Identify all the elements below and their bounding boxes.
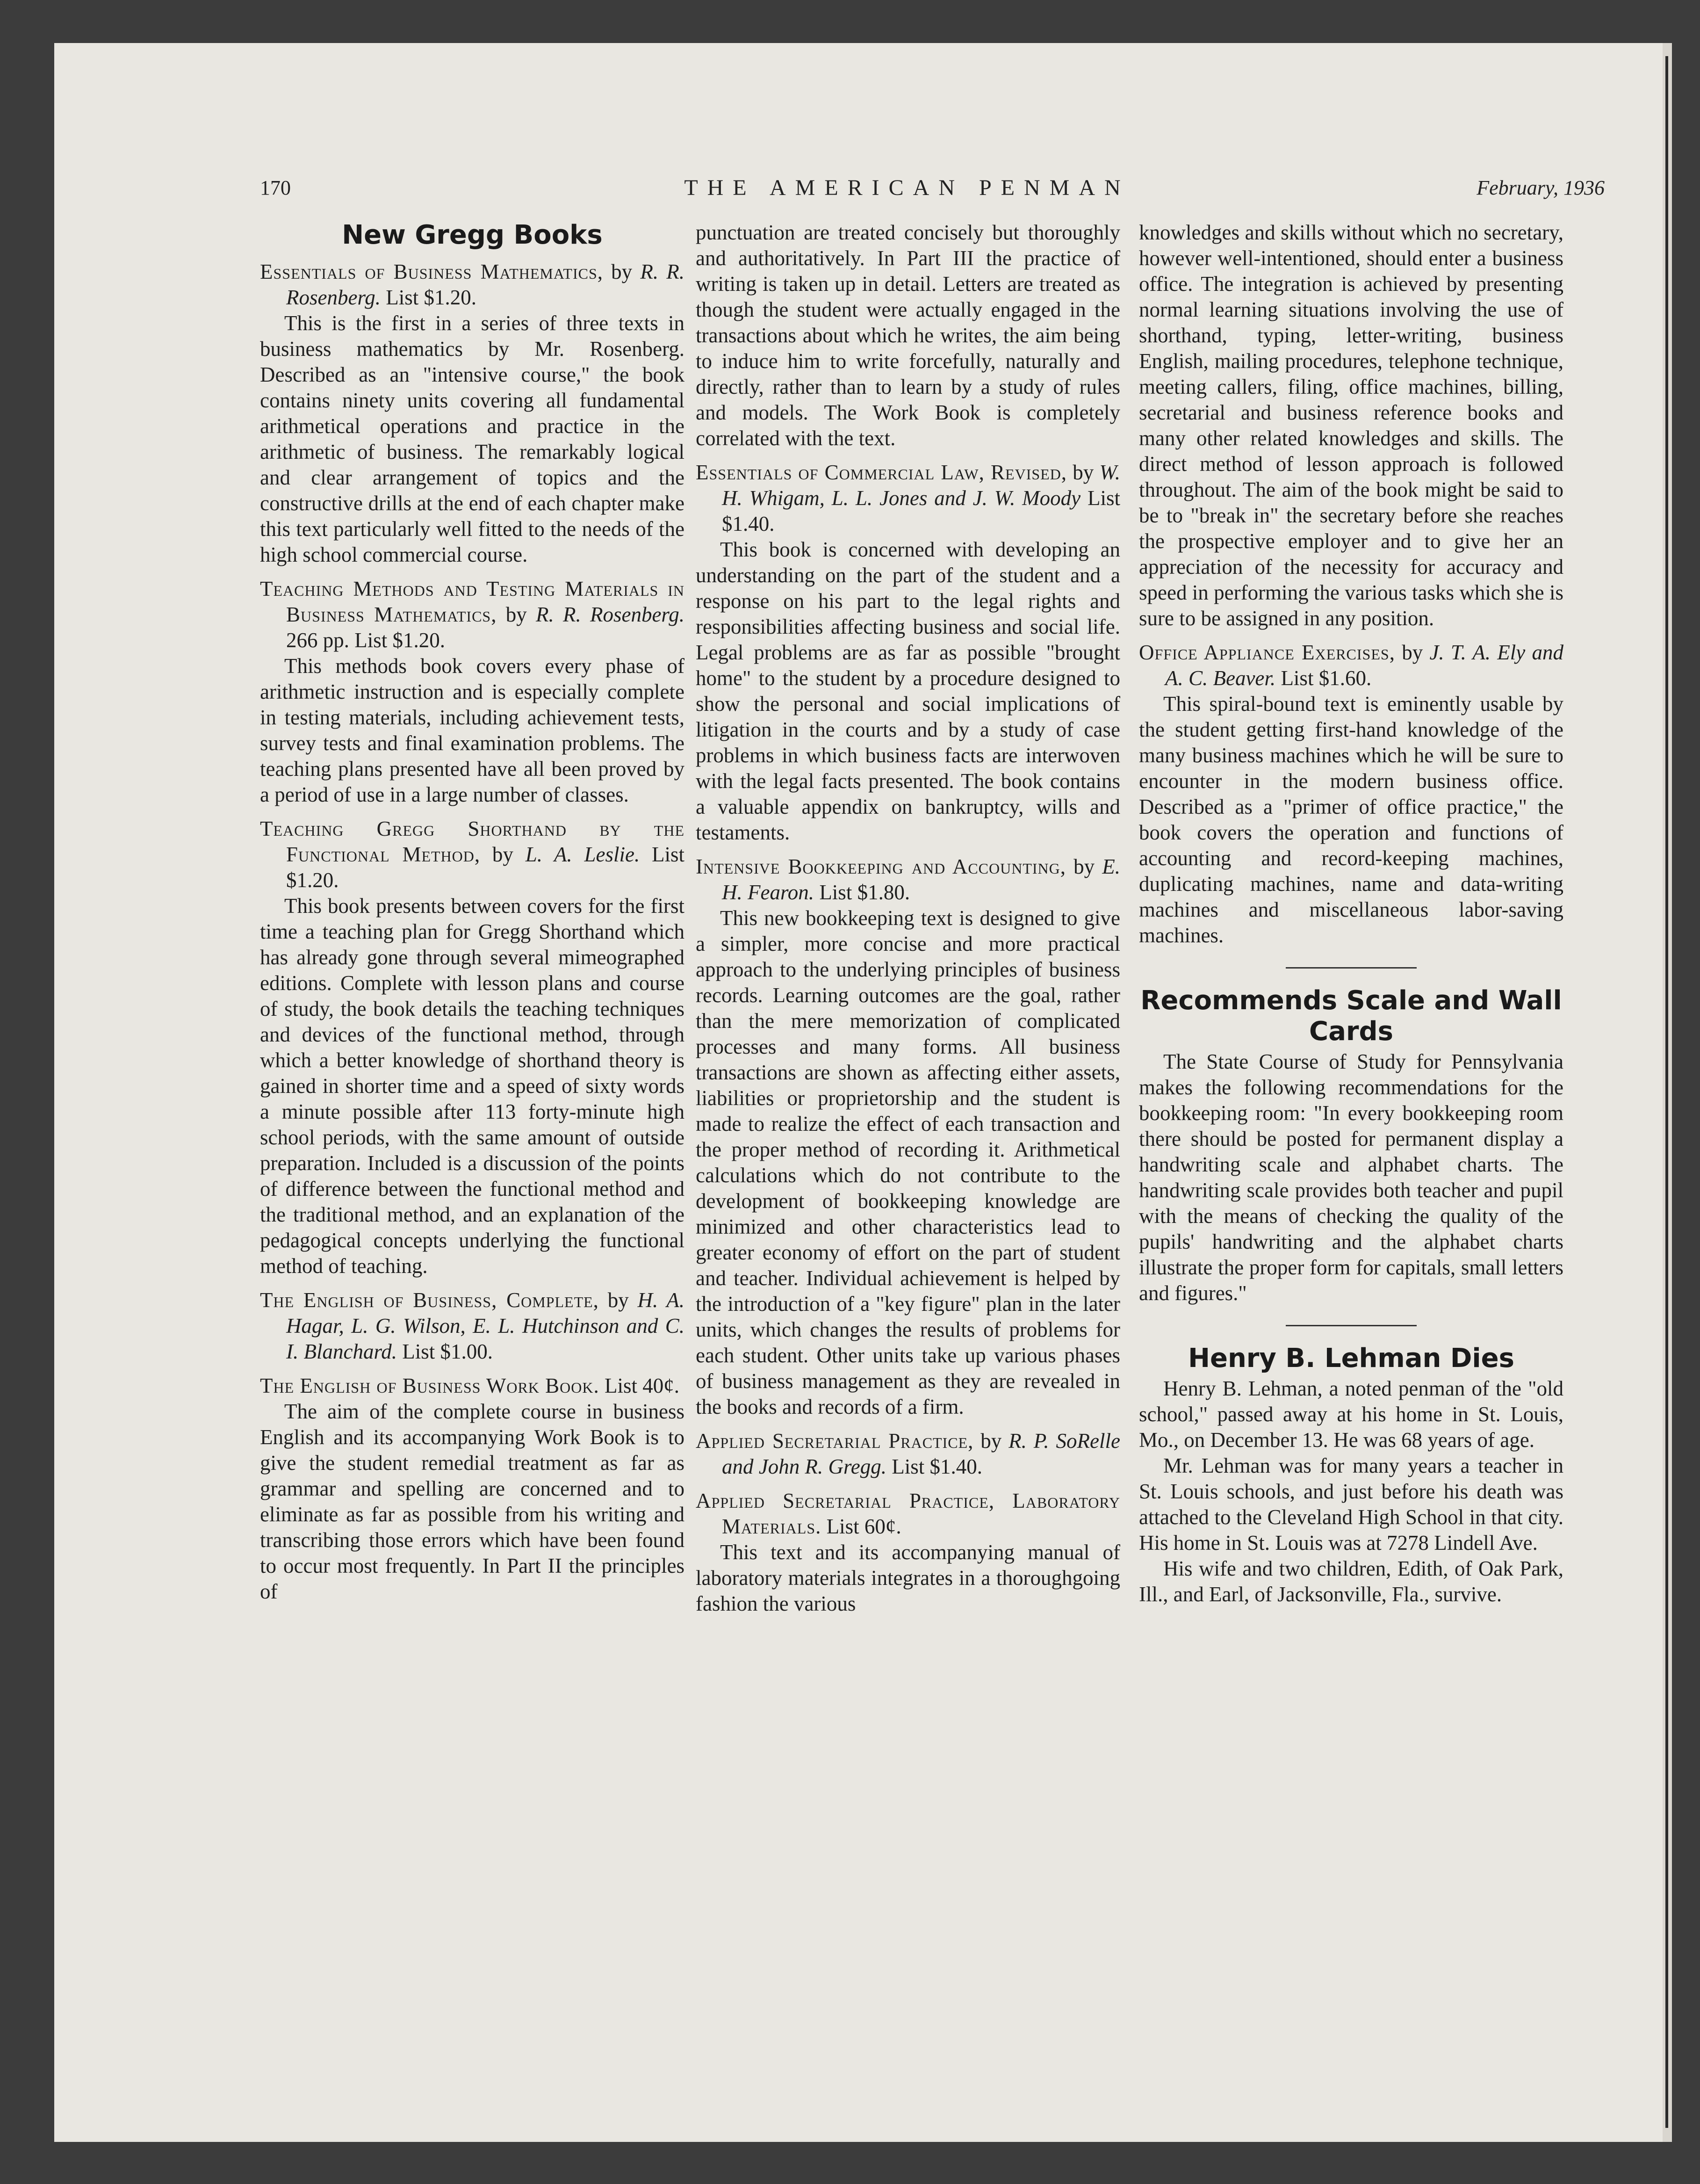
section-divider (1286, 1325, 1417, 1326)
book-description: This new bookkeeping text is designed to give a simpler, more concise and more practical approach to the underlying principles of business records. Learning outcomes are the goal, rather than the mere memorization of complicated processes and many forms. All business transactions are shown as affecting either assets, liabilities or proprietorship and the student is made to realize the effect of each transaction and the proper method of recording it. Arithmetical calculations which do not contribute to the development of bookkeeping knowledge are minimized and other characteristics lead to greater economy of effort on the part of student and teacher. Individual achievement is helped by the introduction of a "key figure" plan in the later units, which changes the results of problems for each student. Other units take up various phases of business management as they are revealed in the books and records of a firm. (696, 906, 1120, 1418)
book-entry (696, 1488, 1120, 1540)
book-description: This methods book covers every phase of arithmetic instruction and is especially complete in testing materials, including achievement tests, survey tests and final examination problems. The teaching plans presented have all been proved by a period of use in a large number of classes. (260, 654, 684, 806)
book-title: Applied Secretarial Practice, Laboratory Materials. (696, 1489, 1120, 1538)
book-author: H. A. Hagar, L. G. Wilson, E. L. Hutchinson and C. I. Blanchard. (286, 1288, 684, 1363)
article-paragraph: Henry B. Lehman, a noted penman of the "old school," passed away at his home in St. Louis, Mo., on December 13. He was 68 years of age. (1139, 1377, 1563, 1452)
article-paragraph: Mr. Lehman was for many years a teacher in St. Louis schools, and just before his death was attached to the Cleveland High School in that city. His home in St. Louis was at 7278 Lindell Ave. (1139, 1454, 1563, 1555)
book-entry (260, 1373, 684, 1399)
binding-edge (1665, 56, 1668, 2128)
book-by: by (1066, 855, 1102, 878)
book-author: J. T. A. Ely and A. C. Beaver. (1165, 641, 1563, 690)
book-price: 266 pp. List $1.20. (286, 629, 446, 652)
book-title: Essentials of Commercial Law, Revised, (696, 461, 1067, 484)
book-price: List $1.40. (722, 486, 1121, 535)
book-description: The aim of the complete course in business English and its accompanying Work Book is to give the student remedial treatment as far as grammar and spelling are concerned and to eliminate as far as possible from his writing and transcribing those errors which have been found to occur most frequently. In Part II the principles of (260, 1400, 684, 1603)
book-title: The English of Business, Complete, (260, 1288, 599, 1312)
book-by: by (1395, 641, 1430, 664)
book-description: This book is concerned with developing an understanding on the part of the student and a response on his part to the legal rights and responsibilities affecting business and social life. Legal problems are as far as possible "brought home" to the student by a procedure designed to show the personal and social implications of litigation in the courts and by a study of case problems in which business facts are interwoven with the legal facts presented. The book contains a valuable appendix on bankruptcy, wills and testaments. (696, 538, 1120, 844)
book-author: R. R. Rosenberg. (286, 260, 685, 309)
book-description: This is the first in a series of three texts in business mathematics by Mr. Rosenberg. Described as an "intensive course," the book contains ninety units covering all fundamental arithmetical operations and practice in the arithmetic of business. The remarkably logical and clear arrangement of topics and the constructive drills at the end of each chapter make this text particularly well fitted to the needs of the high school commercial course. (260, 311, 684, 566)
book-by: by (603, 260, 641, 283)
book-title: Applied Secretarial Practice, (696, 1429, 974, 1453)
book-title: Intensive Bookkeeping and Accounting, (696, 855, 1066, 878)
book-entry (696, 460, 1120, 537)
book-entry (1139, 640, 1563, 691)
book-author: E. H. Fearon. (722, 855, 1121, 904)
book-title: Teaching Methods and Testing Materials in Business Mathematics, (260, 577, 684, 626)
issue-date: February, 1936 (1477, 176, 1605, 199)
book-price: List $1.20. (286, 843, 684, 892)
book-price: List 40¢. (599, 1374, 680, 1397)
column-1 (260, 220, 684, 1605)
book-price: List $1.60. (1275, 666, 1372, 690)
book-by: by (480, 843, 526, 866)
book-description: This text and its accompanying manual of laboratory materials integrates in a thoroughgoing fashion the various (696, 1540, 1120, 1615)
column-3 (1139, 220, 1563, 1607)
book-description: This book presents between covers for the first time a teaching plan for Gregg Shorthand which has already gone through several mimeographed editions. Complete with lesson plans and course of study, the book details the teaching techniques and devices of the functional method, through which a better knowledge of shorthand theory is gained in shorter time and a speed of sixty words a minute possible after 113 forty-minute high school periods, with the same amount of outside preparation. Included is a discussion of the points of difference between the functional method and the traditional method, and an explanation of the pedagogical concepts underlying the functional method of teaching. (260, 894, 684, 1278)
section-divider (1286, 967, 1417, 969)
book-entry (696, 854, 1120, 905)
book-title: Teaching Gregg Shorthand by the Functional Method, (260, 817, 684, 866)
book-price: List $1.20. (381, 286, 477, 309)
section-heading: Recommends Scale and Wall Cards (1140, 985, 1562, 1047)
book-author: R. P. SoRelle and John R. Gregg. (722, 1429, 1120, 1478)
book-entry (260, 576, 684, 653)
column-2 (696, 220, 1120, 1617)
book-by: by (598, 1288, 638, 1312)
book-entry (696, 1428, 1120, 1480)
page-number: 170 (260, 176, 291, 199)
book-by: by (497, 603, 536, 626)
book-author: R. R. Rosenberg. (535, 603, 685, 626)
article-paragraph: His wife and two children, Edith, of Oak Park, Ill., and Earl, of Jacksonville, Fla., survive. (1139, 1557, 1563, 1606)
book-price: List $1.80. (814, 881, 910, 904)
book-title: Essentials of Business Mathematics, (260, 260, 604, 283)
book-description: This spiral-bound text is eminently usable by the student getting first-hand knowledge of the many business machines which he will be sure to encounter in the modern business office. Described as a "primer of office practice," the book covers the operation and functions of accounting and record-keeping machines, duplicating machines, name and data-writing machines and miscellaneous labor-saving machines. (1139, 692, 1563, 947)
article-paragraph: The State Course of Study for Pennsylvania makes the following recommendations for the bookkeeping room: "In every bookkeeping room there should be posted for permanent display a handwriting scale and alphabet charts. The handwriting scale provides both teacher and pupil with the means of checking the quality of the pupils' handwriting and the alphabet charts illustrate the proper form for capitals, small letters and figures." (1139, 1050, 1563, 1305)
section-heading: Henry B. Lehman Dies (1188, 1343, 1514, 1374)
book-price: List $1.00. (397, 1340, 493, 1363)
book-description-continued: punctuation are treated concisely but thoroughly and authoritatively. In Part III the practice of writing is taken up in detail. Letters are treated as though the student were actually engaged in the transactions about which he writes, the aim being to induce him to write forcefully, naturally and directly, rather than to learn by a study of rules and models. The Work Book is completely correlated with the text. (696, 221, 1120, 450)
book-title: Office Appliance Exercises, (1139, 641, 1395, 664)
book-entry (260, 816, 684, 893)
running-title: THE AMERICAN PENMAN (684, 175, 1130, 200)
book-author: W. H. Whigam, L. L. Jones and J. W. Moody (722, 461, 1120, 510)
book-price: List 60¢. (821, 1515, 901, 1538)
book-title: The English of Business Work Book. (260, 1374, 599, 1397)
book-entry (260, 259, 684, 311)
book-by: by (1067, 461, 1100, 484)
book-author: L. A. Leslie. (525, 843, 640, 866)
section-heading: New Gregg Books (342, 220, 603, 250)
book-description-continued: knowledges and skills without which no secretary, however well-intentioned, should enter a business office. The integration is achieved by presenting normal learning situations involving the use of shorthand, typing, letter-writing, business English, mailing procedures, telephone technique, meeting callers, filing, office machines, billing, secretarial and business reference books and many other related knowledges and skills. The direct method of lesson approach is followed throughout. The aim of the book might be said to be to "break in" the secretary before she reaches the prospective employer and to give her an appreciation of the necessity for accuracy and speed in performing the various tasks which she is sure to be assigned in any position. (1139, 221, 1563, 630)
book-price: List $1.40. (886, 1455, 983, 1478)
book-entry (260, 1287, 684, 1365)
book-by: by (973, 1429, 1009, 1453)
